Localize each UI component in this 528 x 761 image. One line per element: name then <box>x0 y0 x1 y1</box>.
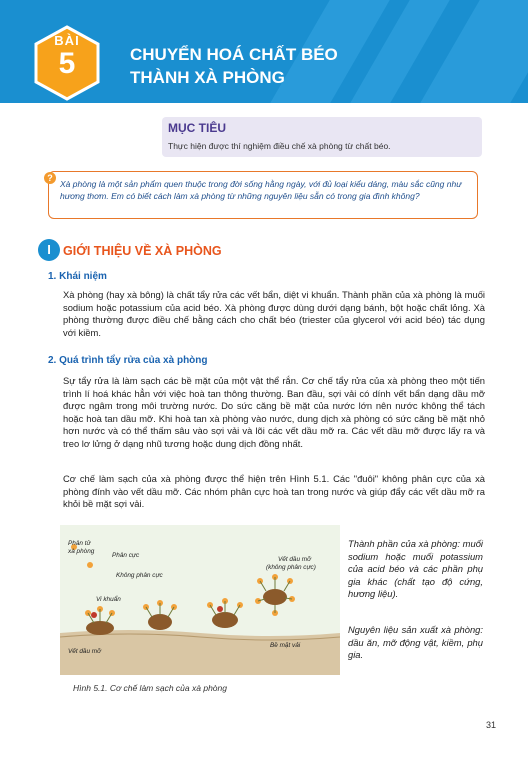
objective-text: Thực hiện được thí nghiệm điều chế xà phòng từ chất béo. <box>168 141 391 151</box>
figure-caption: Hình 5.1. Cơ chế làm sạch của xà phòng <box>73 683 227 693</box>
label-soap-molecule: Phân tử xà phòng <box>68 540 95 555</box>
side-note-composition: Thành phần của xà phòng: muối sodium hoặc muối potassium của acid béo và các phần phụ gia khác (chất tạo độ cứng, hương liệu). <box>348 538 483 600</box>
concept-heading: 1. Khái niệm <box>48 271 107 282</box>
process-heading: 2. Quá trình tẩy rửa của xà phòng <box>48 355 208 366</box>
label-fabric-surface: Bề mặt vải <box>270 642 301 649</box>
figure-illustration <box>60 525 340 675</box>
section-number: I <box>38 239 60 261</box>
lesson-title-line1: CHUYỂN HOÁ CHẤT BÉO <box>130 45 338 64</box>
lesson-number: 5 <box>58 47 76 80</box>
lesson-title <box>130 43 338 89</box>
concept-text: Xà phòng (hay xà bông) là chất tẩy rửa các vết bẩn, diệt vi khuẩn. Thành phần của xà phòng là muối sodium hoặc potassium của acid béo. Xà phòng được dùng dưới dạng bánh, bột hoặc chất lỏng. Xà phòng thường được điều chế bằng cách cho chất béo (triester của glycerol với acid béo) tác dụng với kiềm. <box>63 289 485 338</box>
side-note-materials: Nguyên liệu sản xuất xà phòng: dầu ăn, mỡ động vật, kiềm, phụ gia. <box>348 624 483 661</box>
section-title: GIỚI THIỆU VỀ XÀ PHÒNG <box>63 244 222 258</box>
question-icon: ? <box>44 172 56 184</box>
lesson-label: BÀI <box>54 33 80 48</box>
process-text-1: Sự tẩy rửa là làm sạch các bề mặt của một vật thể rắn. Cơ chế tẩy rửa của xà phòng theo một tiến trình lí hoá khác hẳn với việc hoà tan thông thường. Ban đầu, sợi vải có dính vết bẩn dạng dầu mỡ được ngâm trong môi trường nước. Do sức căng bề mặt của nước lớn nên nước không thể tách hoặc hoà tan dầu mỡ. Khi hoà tan xà phòng vào nước, dung dịch xà phòng có sức căng bề mặt nhỏ hơn nước và có thể thấm sâu vào sợi vải và lõi các vết dầu mỡ ra. Các vết dầu mỡ được lấy ra và treo lơ lửng ở dạng nhũ tương hoặc dung dịch đồng nhất. <box>63 375 485 449</box>
page-number: 31 <box>486 720 497 730</box>
figure-soap-mechanism <box>60 525 340 675</box>
bacteria-icon <box>91 612 97 618</box>
grease-blob <box>86 621 114 635</box>
label-nonpolar: Không phân cực <box>116 572 163 579</box>
bacteria-icon <box>217 606 223 612</box>
label-bacteria: Vi khuẩn <box>96 596 121 603</box>
lesson-title-line2: THÀNH XÀ PHÒNG <box>130 68 285 87</box>
label-grease-stain: Vết dầu mỡ <box>68 648 101 655</box>
grease-blob <box>263 589 287 605</box>
intro-text: Xà phòng là một sản phẩm quen thuộc trong đời sống hằng ngày, với đủ loại kiểu dáng, màu sắc cũng như hương thơm. Em có biết cách làm xà phòng từ những nguyên liệu sẵn có trong gia đình không? <box>60 179 462 201</box>
label-polar: Phân cực <box>112 552 140 559</box>
process-text-2: Cơ chế làm sạch của xà phòng được thể hiện trên Hình 5.1. Các "đuôi" không phân cực của xà phòng đính vào vết dầu mỡ. Các nhóm phân cực hoà tan trong nước và giúp đẩy các vết dầu mỡ ra khỏi bề mặt sợi vải. <box>63 473 485 510</box>
objective-heading: MỤC TIÊU <box>168 121 226 135</box>
label-grease-nonpolar: Vết dầu mỡ (không phân cực) <box>266 556 316 571</box>
